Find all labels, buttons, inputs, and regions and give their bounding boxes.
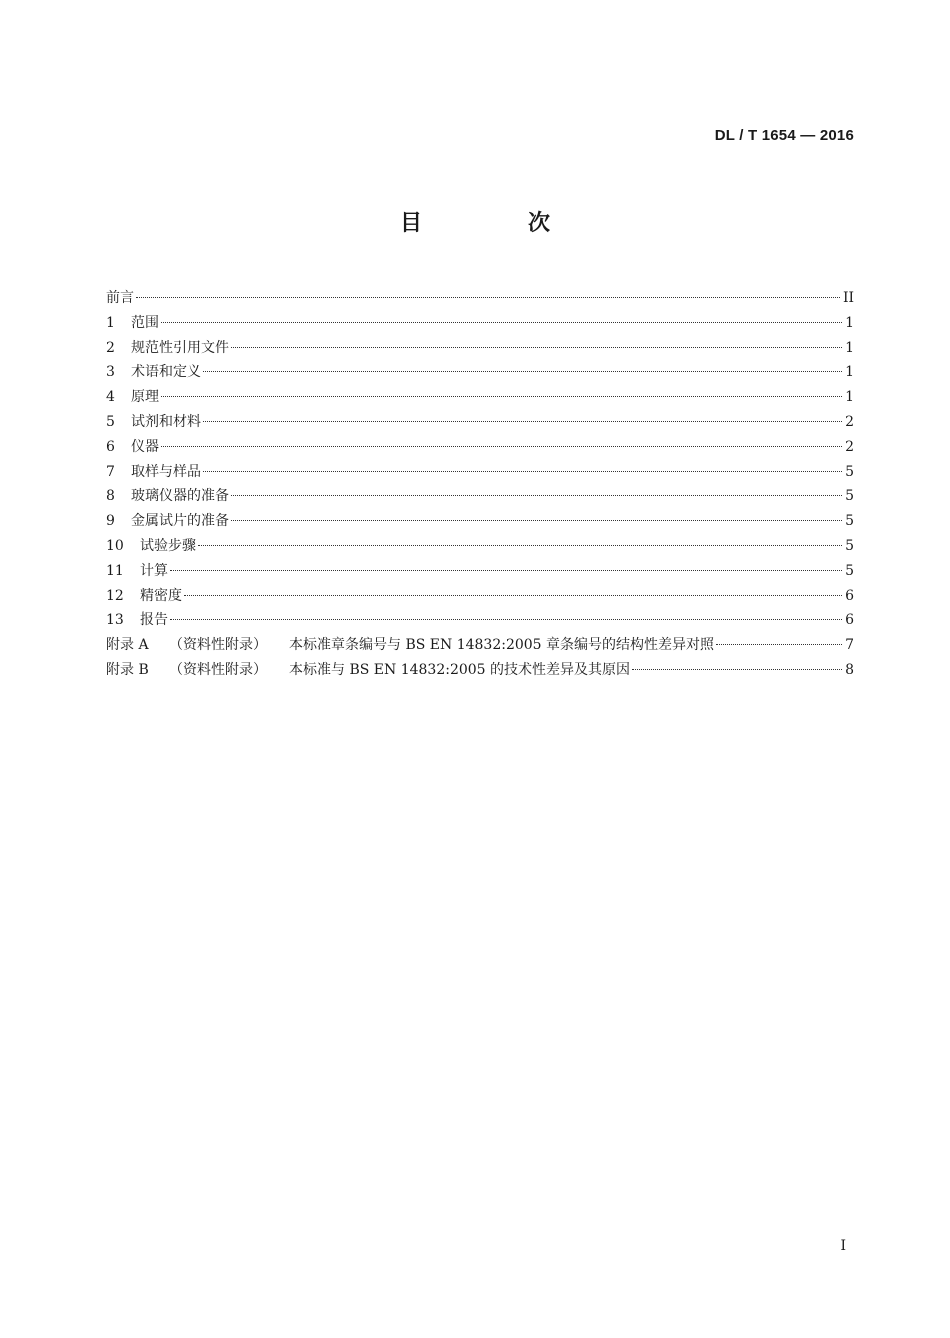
toc-annex-page: 8: [845, 661, 854, 678]
toc-entry-6[interactable]: [106, 435, 854, 460]
toc-entry-11[interactable]: [106, 559, 854, 584]
toc-leader-dots: [231, 347, 842, 348]
table-of-contents: [106, 286, 854, 683]
toc-entry-number: 3: [106, 364, 115, 381]
toc-entry-page: 5: [845, 463, 854, 480]
toc-entry-12[interactable]: [106, 584, 854, 609]
toc-entry-number: 2: [106, 339, 115, 356]
toc-leader-dots: [231, 520, 842, 521]
toc-entry-number: 8: [106, 488, 115, 505]
toc-entry-page: 1: [845, 364, 854, 381]
standard-code: DL / T 1654 — 2016: [714, 127, 854, 144]
toc-entry-label: 精密度: [140, 587, 182, 604]
toc-entry-number: 6: [106, 438, 115, 455]
toc-leader-dots: [203, 421, 842, 422]
toc-entry-label: 试剂和材料: [131, 413, 201, 430]
toc-annex-label: 本标准与 BS EN 14832:2005 的技术性差异及其原因: [289, 661, 631, 678]
toc-entry-4[interactable]: [106, 385, 854, 410]
toc-entry-13[interactable]: [106, 608, 854, 633]
toc-entry-number: 9: [106, 513, 115, 530]
toc-entry-8[interactable]: [106, 484, 854, 509]
toc-leader-dots: [716, 644, 842, 645]
toc-entry-label: 仪器: [131, 438, 159, 455]
toc-entry-page: 6: [845, 587, 854, 604]
toc-entry-number: 12: [106, 587, 124, 604]
toc-entry-label: 术语和定义: [131, 364, 201, 381]
toc-entry-number: 1: [106, 314, 115, 331]
toc-entry-3[interactable]: [106, 360, 854, 385]
toc-leader-dots: [632, 669, 842, 670]
toc-entry-9[interactable]: [106, 509, 854, 534]
toc-entry-number: 10: [106, 537, 124, 554]
toc-entry-5[interactable]: [106, 410, 854, 435]
toc-leader-dots: [170, 619, 842, 620]
toc-entry-label: 报告: [140, 612, 168, 629]
toc-annex-number: 附录 B: [106, 661, 149, 678]
toc-entry-10[interactable]: [106, 534, 854, 559]
toc-annex-number: 附录 A: [106, 637, 149, 654]
toc-entry-page: 5: [845, 537, 854, 554]
toc-entry-page: 5: [845, 562, 854, 579]
toc-entry-annex-b[interactable]: [106, 658, 854, 683]
page-number: I: [840, 1238, 846, 1254]
toc-annex-label: 本标准章条编号与 BS EN 14832:2005 章条编号的结构性差异对照: [289, 637, 715, 654]
toc-leader-dots: [161, 446, 842, 447]
toc-entry-page: 6: [845, 612, 854, 629]
toc-leader-dots: [136, 297, 840, 298]
toc-entry-page: 1: [845, 339, 854, 356]
page-title: 目 次: [399, 211, 592, 236]
toc-entry-label: 规范性引用文件: [131, 339, 229, 356]
toc-annex-category: （资料性附录）: [169, 637, 267, 654]
toc-entry-number: 13: [106, 612, 124, 629]
toc-entry-preface[interactable]: [106, 286, 854, 311]
toc-leader-dots: [198, 545, 842, 546]
toc-entry-label: 金属试片的准备: [131, 513, 229, 530]
toc-leader-dots: [203, 371, 842, 372]
toc-leader-dots: [203, 471, 842, 472]
toc-entry-number: 11: [106, 562, 124, 579]
toc-entry-page: 1: [845, 389, 854, 406]
toc-leader-dots: [170, 570, 842, 571]
toc-entry-label: 取样与样品: [131, 463, 201, 480]
toc-entry-label: 原理: [131, 389, 159, 406]
toc-entry-number: 4: [106, 389, 115, 406]
toc-leader-dots: [184, 595, 842, 596]
toc-entry-label: 范围: [131, 314, 159, 331]
toc-annex-page: 7: [845, 637, 854, 654]
toc-entry-label: 玻璃仪器的准备: [131, 488, 229, 505]
toc-entry-annex-a[interactable]: [106, 633, 854, 658]
toc-entry-page: 5: [845, 488, 854, 505]
toc-leader-dots: [231, 495, 842, 496]
toc-annex-category: （资料性附录）: [169, 661, 267, 678]
toc-entry-page: 1: [845, 314, 854, 331]
toc-entry-page: II: [842, 290, 854, 306]
toc-leader-dots: [161, 322, 842, 323]
toc-entry-label: 前言: [106, 290, 134, 306]
toc-entry-page: 2: [845, 413, 854, 430]
toc-entry-label: 试验步骤: [140, 537, 196, 554]
toc-entry-page: 5: [845, 513, 854, 530]
toc-entry-number: 5: [106, 413, 115, 430]
toc-entry-2[interactable]: [106, 336, 854, 361]
toc-entry-number: 7: [106, 463, 115, 480]
toc-leader-dots: [161, 396, 842, 397]
toc-entry-page: 2: [845, 438, 854, 455]
toc-entry-1[interactable]: [106, 311, 854, 336]
toc-entry-7[interactable]: [106, 460, 854, 485]
toc-entry-label: 计算: [140, 562, 168, 579]
